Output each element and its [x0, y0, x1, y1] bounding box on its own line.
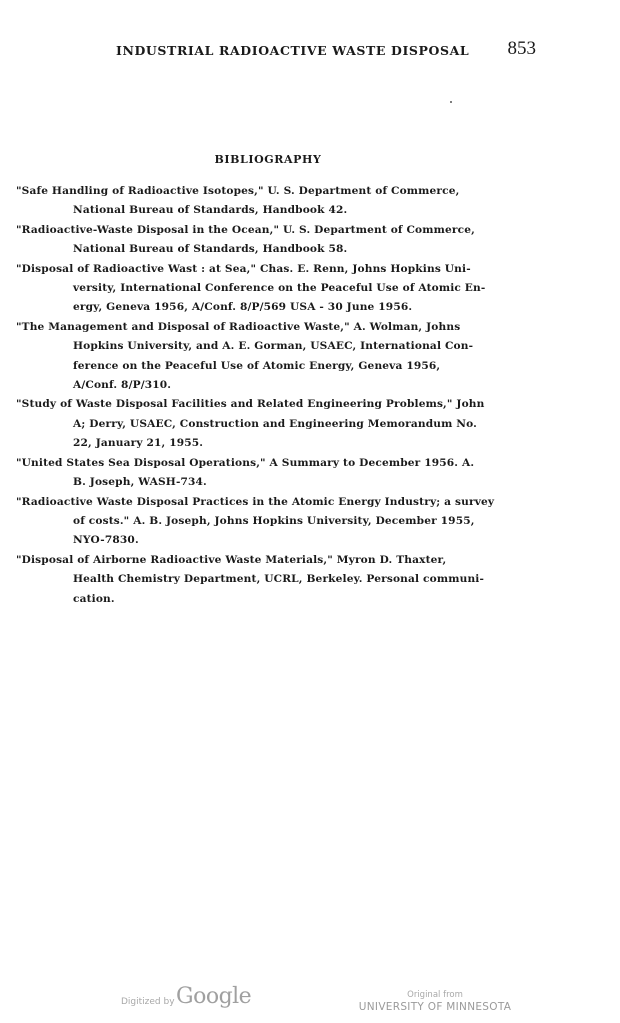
entry-line: 22, January 21, 1955. [73, 437, 204, 450]
entry-line: B. Joseph, WASH-734. [73, 476, 207, 489]
entry-line: "Radioactive Waste Disposal Practices in the Atomic Energy Industry; a survey [16, 495, 495, 508]
university-label: UNIVERSITY OF MINNESOTA [358, 1001, 512, 1013]
entry-line: of costs." A. B. Joseph, Johns Hopkins University, December 1955, [73, 514, 475, 527]
entry-line: "Disposal of Airborne Radioactive Waste Materials," Myron D. Thaxter, [16, 553, 447, 566]
entry-line: A/Conf. 8/P/310. [73, 379, 172, 392]
bibliography-entry [16, 551, 576, 609]
footer [0, 985, 620, 1015]
bibliography-entry [16, 182, 576, 221]
bibliography-entry [16, 395, 576, 453]
bibliography-entry [16, 454, 576, 493]
entry-line: "The Management and Disposal of Radioactive Waste," A. Wolman, Johns [16, 320, 461, 333]
section-title [0, 153, 536, 166]
scan-speck [450, 101, 452, 103]
bibliography-list [16, 182, 576, 609]
entry-line: Hopkins University, and A. E. Gorman, USAEC, International Con- [73, 340, 474, 353]
entry-line: "Study of Waste Disposal Facilities and Related Engineering Problems," John [16, 398, 485, 411]
entry-line: "Safe Handling of Radioactive Isotopes," U. S. Department of Commerce, [16, 185, 460, 197]
page-number: 853 [507, 38, 536, 59]
entry-line: cation. [73, 592, 115, 605]
entry-line: versity, International Conference on the Peaceful Use of Atomic En- [73, 282, 486, 295]
bibliography-entry [16, 493, 576, 551]
running-head [116, 38, 536, 61]
bibliography-entry [16, 260, 576, 318]
google-logo: Google [176, 984, 252, 1009]
entry-line: ergy, Geneva 1956, A/Conf. 8/P/569 USA - 30 June 1956. [73, 301, 413, 314]
entry-line: National Bureau of Standards, Handbook 58. [73, 243, 348, 256]
entry-line: Health Chemistry Department, UCRL, Berkeley. Personal communi- [73, 573, 485, 586]
entry-line: NYO-7830. [73, 534, 139, 547]
section-title-text: BIBLIOGRAPHY [214, 153, 322, 166]
original-from-label: Original from [407, 990, 463, 1000]
bibliography-entry [16, 221, 576, 260]
entry-line: National Bureau of Standards, Handbook 42. [73, 204, 348, 217]
bibliography-entry [16, 318, 576, 396]
digitized-by-label: Digitized by [121, 997, 175, 1007]
entry-line: "Disposal of Radioactive Wast : at Sea," Chas. E. Renn, Johns Hopkins Uni- [16, 262, 471, 275]
entry-line: "Radioactive-Waste Disposal in the Ocean," U. S. Department of Commerce, [16, 223, 475, 236]
running-title: INDUSTRIAL RADIOACTIVE WASTE DISPOSAL [116, 43, 470, 58]
entry-line: ference on the Peaceful Use of Atomic Energy, Geneva 1956, [73, 359, 441, 372]
entry-line: "United States Sea Disposal Operations," A Summary to December 1956. A. [16, 456, 475, 469]
entry-line: A; Derry, USAEC, Construction and Engineering Memorandum No. [73, 417, 477, 430]
